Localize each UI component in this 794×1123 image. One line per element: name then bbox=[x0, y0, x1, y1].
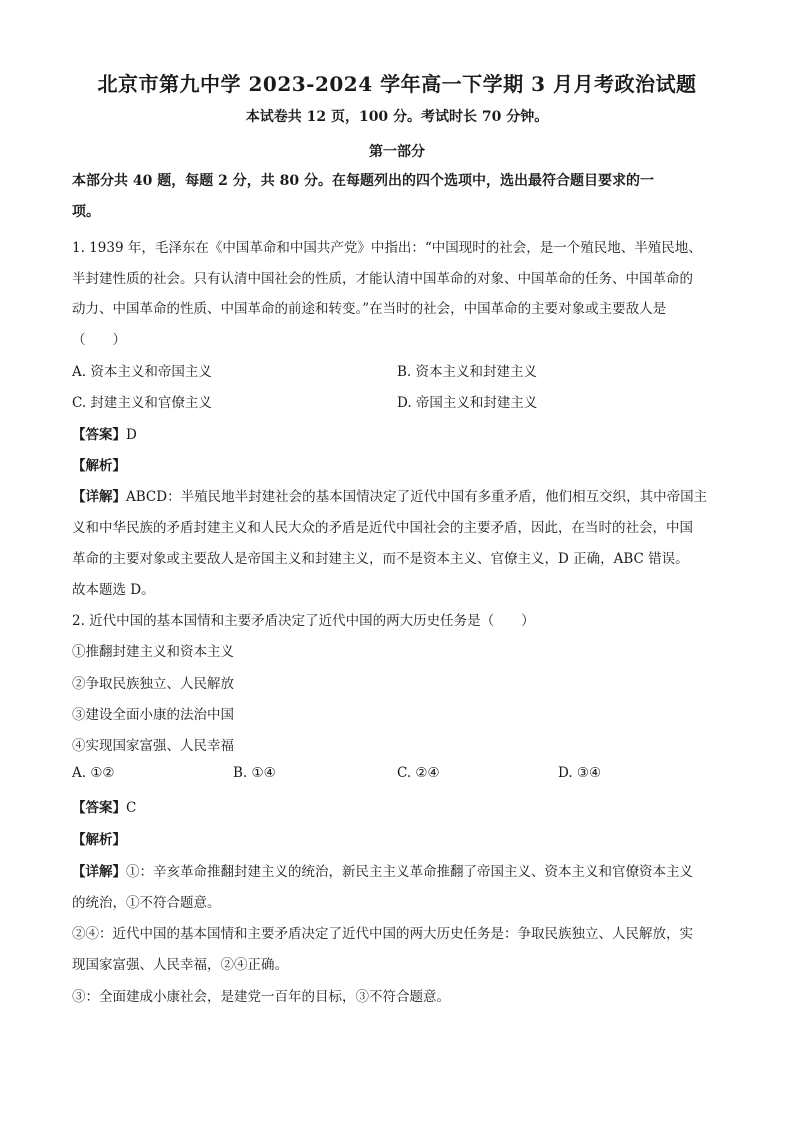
q2-stem: 2. 近代中国的基本国情和主要矛盾决定了近代中国的两大历史任务是（ ） bbox=[72, 613, 535, 629]
q1-option-d: D. 帝国主义和封建主义 bbox=[397, 395, 538, 411]
q2-answer bbox=[72, 796, 732, 816]
q2-detail-line-3: ②④：近代中国的基本国情和主要矛盾决定了近代中国的两大历史任务是：争取民族独立、人民解放，实 bbox=[72, 926, 693, 942]
q2-option-c: C. ②④ bbox=[397, 765, 440, 781]
q2-detail-line-1 bbox=[72, 860, 732, 880]
q2-item-1: ①推翻封建主义和资本主义 bbox=[72, 644, 234, 660]
analysis-tag: 【解析】 bbox=[72, 458, 126, 474]
q2-option-a: A. ①② bbox=[72, 765, 115, 781]
q2-detail-line-5: ③：全面建成小康社会，是建党一百年的目标，③不符合题意。 bbox=[72, 989, 450, 1005]
q1-analysis-heading bbox=[72, 454, 732, 474]
q1-stem-line-3: 动力、中国革命的性质、中国革命的前途和转变。”在当时的社会，中国革命的主要对象或主要敌人是 bbox=[72, 301, 667, 317]
q1-stem-line-1: 1. 1939 年，毛泽东在《中国革命和中国共产党》中指出：“中国现时的社会，是一个殖民地、半殖民地、 bbox=[72, 240, 702, 256]
q2-item-3: ③建设全面小康的法治中国 bbox=[72, 707, 234, 723]
q2-item-4: ④实现国家富强、人民幸福 bbox=[72, 738, 234, 754]
answer-tag: 【答案】 bbox=[72, 800, 126, 816]
q2-option-d: D. ③④ bbox=[558, 765, 602, 781]
answer-value: D bbox=[126, 427, 137, 443]
section-heading: 第一部分 bbox=[369, 144, 425, 160]
document-title: 北京市第九中学 2023-2024 学年高一下学期 3 月月考政治试题 bbox=[97, 72, 697, 96]
q2-analysis-heading bbox=[72, 828, 732, 848]
q1-detail-line-3: 革命的主要对象或主要敌人是帝国主义和封建主义，而不是资本主义、官僚主义，D 正确，ABC 错误。 bbox=[72, 551, 689, 567]
detail-tag: 【详解】 bbox=[72, 864, 126, 880]
q1-option-a: A. 资本主义和帝国主义 bbox=[72, 364, 212, 380]
detail-tag: 【详解】 bbox=[72, 489, 126, 505]
answer-value: C bbox=[126, 800, 137, 816]
answer-tag: 【答案】 bbox=[72, 427, 126, 443]
q2-option-b: B. ①④ bbox=[233, 765, 276, 781]
q2-item-2: ②争取民族独立、人民解放 bbox=[72, 676, 234, 692]
q1-detail-line-2: 义和中华民族的矛盾封建主义和人民大众的矛盾是近代中国社会的主要矛盾，因此，在当时的社会，中国 bbox=[72, 520, 693, 536]
q1-stem-line-4: （ ） bbox=[72, 332, 126, 348]
q1-detail-line-1 bbox=[72, 485, 732, 505]
q1-option-c: C. 封建主义和官僚主义 bbox=[72, 395, 212, 411]
q2-detail-line-2: 的统治，①不符合题意。 bbox=[72, 895, 221, 911]
q2-detail-line-4: 现国家富强、人民幸福，②④正确。 bbox=[72, 957, 288, 973]
q1-stem-line-2: 半封建性质的社会。只有认清中国社会的性质，才能认清中国革命的对象、中国革命的任务、中国革命的 bbox=[72, 271, 693, 287]
detail-text: ①：辛亥革命推翻封建主义的统治，新民主主义革命推翻了帝国主义、资本主义和官僚资本主义 bbox=[126, 864, 693, 880]
q1-answer bbox=[72, 423, 732, 443]
q1-detail-line-4: 故本题选 D。 bbox=[72, 582, 155, 598]
exam-info: 本试卷共 12 页，100 分。考试时长 70 分钟。 bbox=[245, 109, 549, 125]
q1-option-b: B. 资本主义和封建主义 bbox=[397, 364, 538, 380]
detail-text: ABCD：半殖民地半封建社会的基本国情决定了近代中国有多重矛盾，他们相互交织，其中帝国主 bbox=[126, 489, 708, 505]
analysis-tag: 【解析】 bbox=[72, 832, 126, 848]
section-instructions-line-1: 本部分共 40 题，每题 2 分，共 80 分。在每题列出的四个选项中，选出最符合题目要求的一 bbox=[72, 173, 654, 189]
section-instructions-line-2: 项。 bbox=[72, 204, 100, 220]
